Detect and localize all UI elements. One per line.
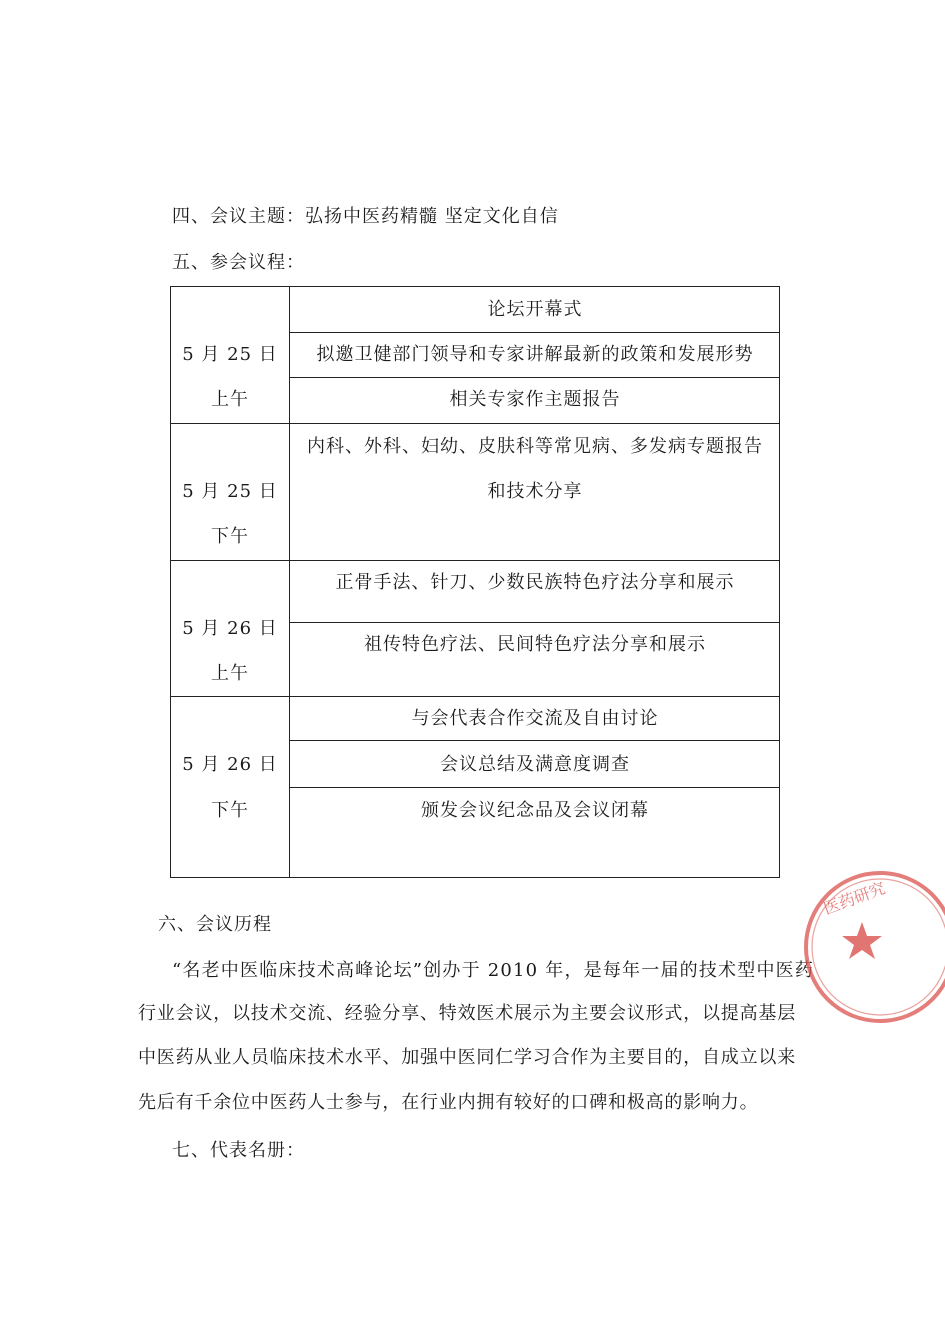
history-paragraph-line: 中医药从业人员临床技术水平、加强中医同仁学习合作为主要目的，自成立以来: [138, 1047, 796, 1068]
agenda-item: 祖传特色疗法、民间特色疗法分享和展示: [364, 634, 706, 655]
agenda-item: 内科、外科、妇幼、皮肤科等常见病、多发病专题报告: [307, 436, 763, 457]
agenda-item: 与会代表合作交流及自由讨论: [411, 708, 659, 729]
history-paragraph-line: 先后有千余位中医药人士参与，在行业内拥有较好的口碑和极高的影响力。: [138, 1092, 759, 1113]
agenda-item: 拟邀卫健部门领导和专家讲解最新的政策和发展形势: [316, 344, 754, 365]
agenda-period: 下午: [211, 526, 249, 547]
table-cell-divider: [289, 332, 779, 333]
agenda-item: 论坛开幕式: [487, 299, 583, 320]
table-column-divider: [289, 287, 290, 877]
table-cell-divider: [289, 787, 779, 788]
table-row-divider: [171, 423, 779, 424]
agenda-date: 5 月 25 日: [182, 481, 278, 502]
table-row-divider: [171, 560, 779, 561]
table-cell-divider: [289, 740, 779, 741]
agenda-period: 下午: [211, 800, 249, 821]
table-row-divider: [171, 696, 779, 697]
agenda-date: 5 月 25 日: [182, 344, 278, 365]
section-delegates-heading: 七、代表名册：: [172, 1140, 305, 1161]
table-cell-divider: [289, 622, 779, 623]
agenda-date: 5 月 26 日: [182, 618, 278, 639]
section-agenda-heading: 五、参会议程：: [172, 252, 305, 273]
agenda-table: [170, 286, 780, 878]
section-history-heading: 六、会议历程: [158, 914, 272, 935]
agenda-period: 上午: [211, 663, 249, 684]
table-cell-divider: [289, 377, 779, 378]
history-paragraph-line: “名老中医临床技术高峰论坛”创办于 2010 年，是每年一届的技术型中医药: [172, 960, 815, 981]
agenda-item: 和技术分享: [487, 481, 583, 502]
official-seal: [800, 862, 945, 1032]
agenda-item: 会议总结及满意度调查: [440, 754, 630, 775]
section-theme-heading: 四、会议主题：弘扬中医药精髓 坚定文化自信: [172, 206, 559, 227]
agenda-item: 颁发会议纪念品及会议闭幕: [421, 800, 649, 821]
agenda-date: 5 月 26 日: [182, 754, 278, 775]
seal-text: 医药研究: [821, 878, 888, 919]
agenda-item: 正骨手法、针刀、少数民族特色疗法分享和展示: [335, 572, 735, 593]
agenda-period: 上午: [211, 389, 249, 410]
history-paragraph-line: 行业会议，以技术交流、经验分享、特效医术展示为主要会议形式，以提高基层: [138, 1003, 796, 1024]
agenda-item: 相关专家作主题报告: [449, 389, 621, 410]
